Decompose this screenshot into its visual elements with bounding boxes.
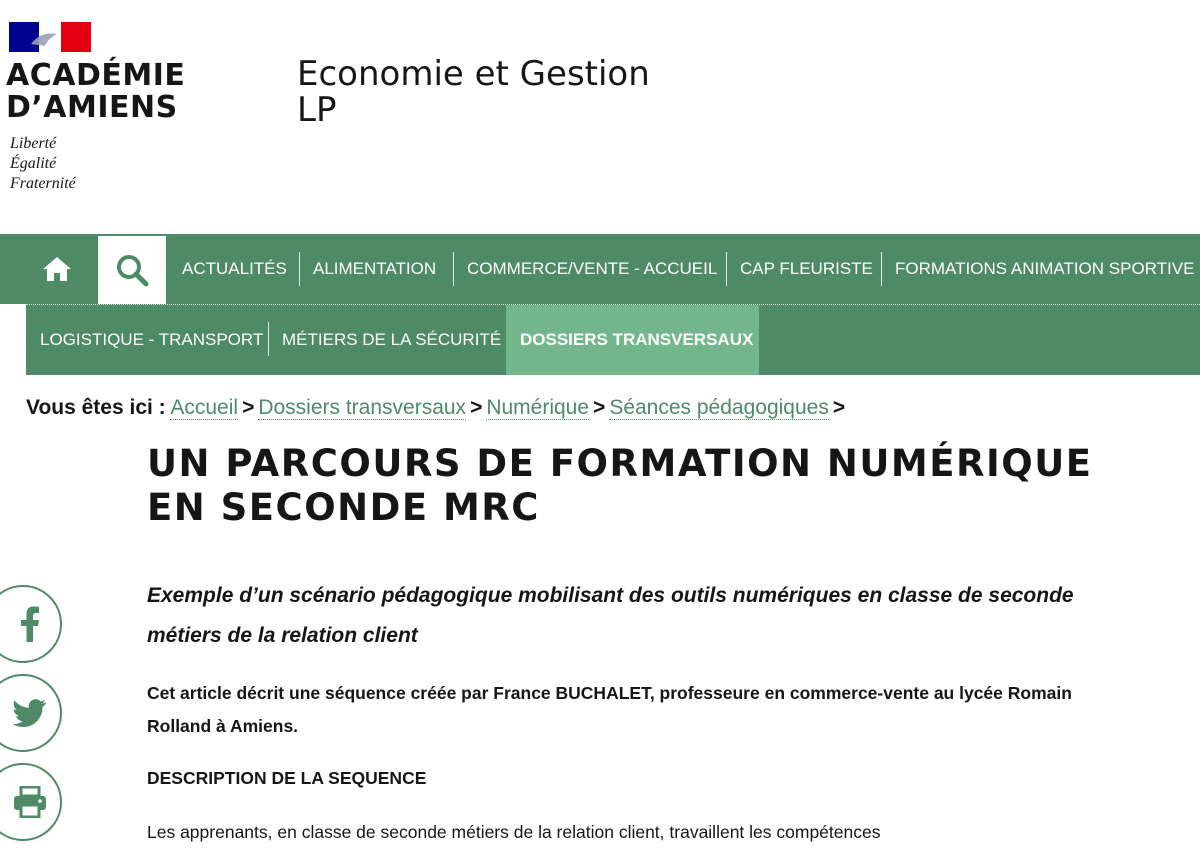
share-facebook-button[interactable] — [0, 585, 62, 663]
section-heading: DESCRIPTION DE LA SEQUENCE — [147, 768, 427, 788]
search-icon — [115, 253, 149, 287]
home-icon — [41, 255, 73, 283]
breadcrumb-separator: > — [832, 396, 846, 419]
nav-item-commerce-vente[interactable]: COMMERCE/VENTE - ACCUEIL — [467, 259, 718, 278]
search-button[interactable] — [98, 236, 166, 304]
breadcrumb-seances-pedagogiques[interactable]: Séances pédagogiques — [609, 396, 829, 419]
share-twitter-button[interactable] — [0, 674, 62, 752]
motto-egalite: Égalité — [10, 155, 57, 172]
nav-divider — [299, 252, 300, 286]
nav-divider — [268, 322, 269, 356]
article-body: Les apprenants, en classe de seconde métiers de la relation client, travaillent les compétences — [147, 822, 881, 842]
republic-flag-logo[interactable] — [9, 22, 91, 52]
logo-amiens: D’AMIENS — [6, 90, 178, 125]
breadcrumb-separator: > — [242, 396, 255, 419]
logo-motto — [10, 134, 76, 194]
facebook-icon — [20, 606, 40, 642]
nav-item-metiers-securite[interactable]: MÉTIERS DE LA SÉCURITÉ — [282, 330, 502, 349]
nav-item-logistique-transport[interactable]: LOGISTIQUE - TRANSPORT — [40, 330, 264, 349]
breadcrumb — [26, 395, 849, 421]
article-chapo: Exemple d’un scénario pédagogique mobilisant des outils numériques en classe de seconde métiers de la relation client — [147, 584, 1074, 647]
breadcrumb-numerique[interactable]: Numérique — [486, 396, 590, 419]
site-subtitle[interactable]: LP — [297, 90, 337, 130]
breadcrumb-separator: > — [470, 396, 483, 419]
nav-divider — [453, 252, 454, 286]
home-button[interactable] — [28, 234, 86, 304]
breadcrumb-accueil[interactable]: Accueil — [170, 396, 239, 419]
article-intro: Cet article décrit une séquence créée par France BUCHALET, professeure en commerce-vente au lycée Romain Rolland à Amiens. — [147, 683, 1072, 736]
twitter-icon — [13, 699, 47, 727]
motto-liberte: Liberté — [10, 135, 57, 152]
article-title: UN PARCOURS DE FORMATION NUMÉRIQUE EN SECONDE MRC — [147, 442, 1093, 529]
site-title[interactable]: Economie et Gestion — [297, 54, 650, 94]
nav-item-alimentation[interactable]: ALIMENTATION — [313, 259, 437, 278]
site-header — [0, 0, 1200, 234]
nav-item-formations-animation-sportive[interactable]: FORMATIONS ANIMATION SPORTIVE — [895, 259, 1195, 278]
nav-divider — [726, 252, 727, 286]
nav-divider — [881, 252, 882, 286]
breadcrumb-separator: > — [593, 396, 606, 419]
logo-academie: ACADÉMIE — [6, 58, 186, 93]
print-button[interactable] — [0, 763, 62, 841]
motto-fraternite: Fraternité — [10, 175, 76, 192]
nav-item-dossiers-transversaux[interactable]: DOSSIERS TRANSVERSAUX — [520, 330, 754, 349]
nav-item-cap-fleuriste[interactable]: CAP FLEURISTE — [740, 259, 873, 278]
breadcrumb-lead: Vous êtes ici : — [26, 396, 166, 419]
breadcrumb-dossiers-transversaux[interactable]: Dossiers transversaux — [258, 396, 467, 419]
nav-item-actualites[interactable]: ACTUALITÉS — [182, 259, 287, 278]
print-icon — [13, 786, 47, 818]
